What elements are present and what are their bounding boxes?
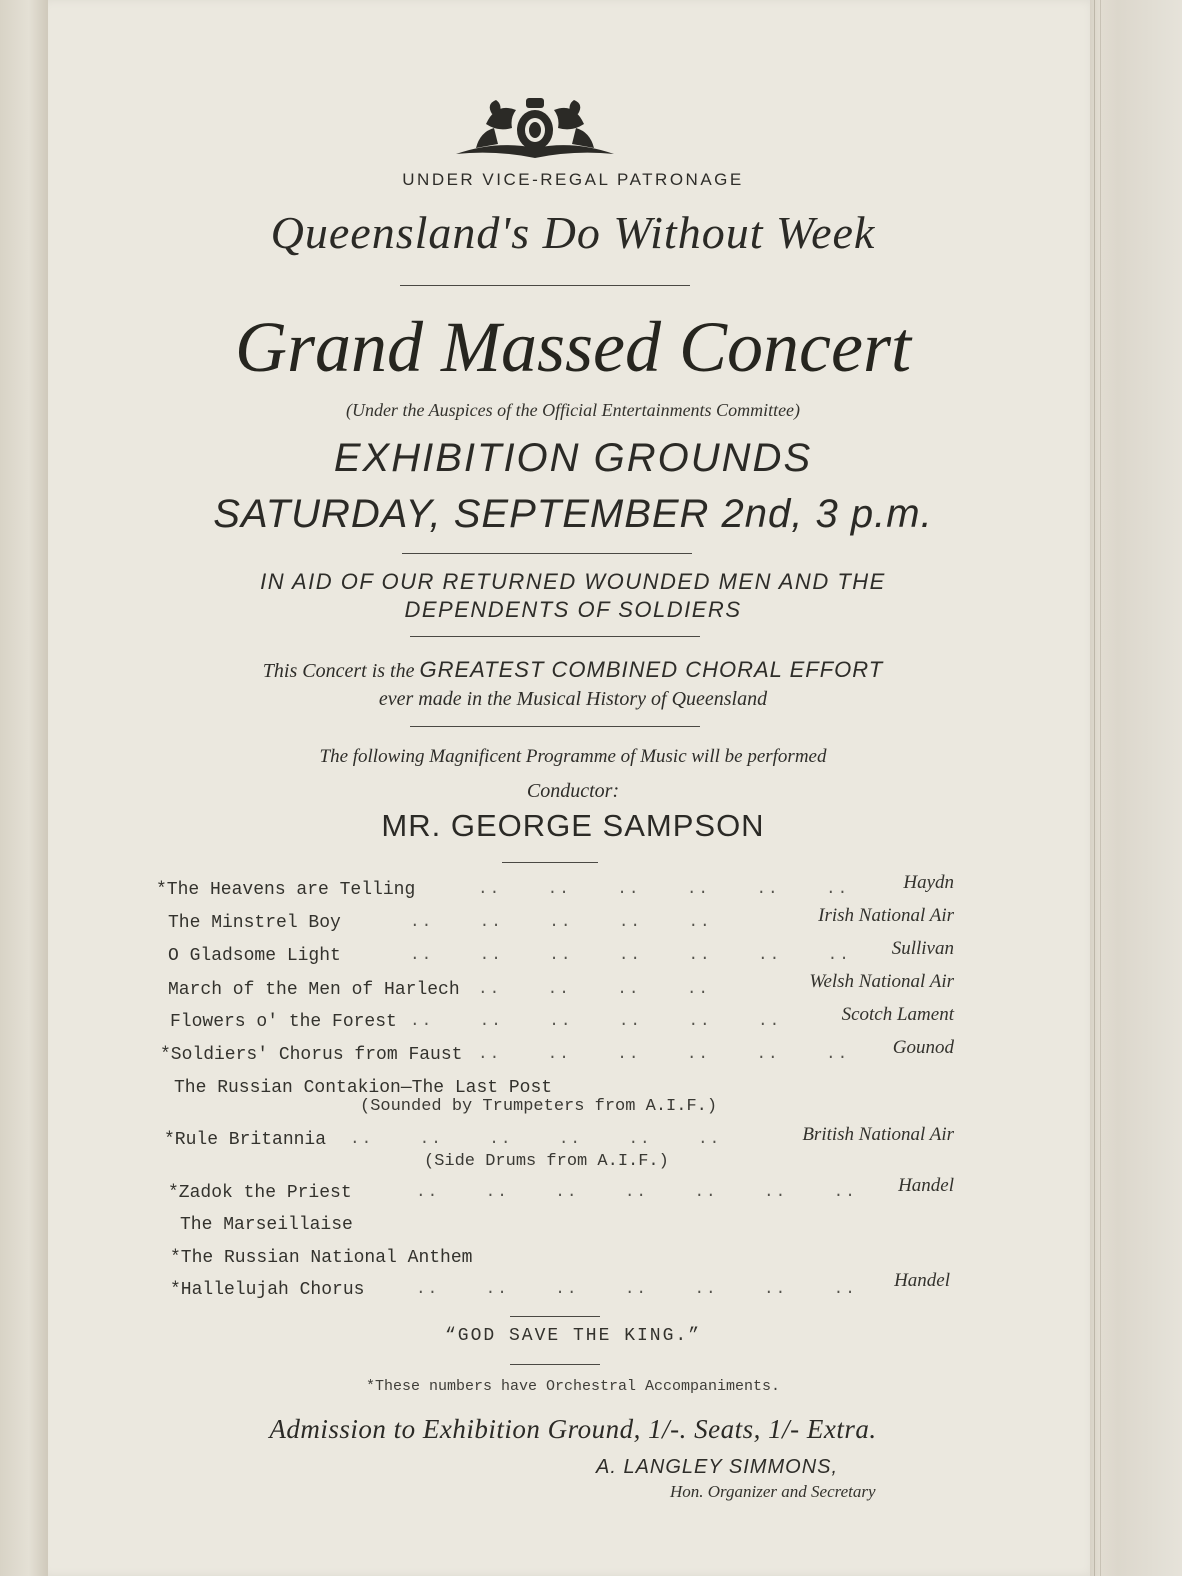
leader-dots: .. .. .. .. .. .. — [478, 880, 850, 898]
venue: EXHIBITION GROUNDS — [333, 436, 813, 480]
signatory-name: A. LANGLEY SIMMONS, — [596, 1456, 839, 1478]
programme-item-title: *The Russian National Anthem — [170, 1248, 473, 1268]
programme-item-title: O Gladsome Light — [168, 946, 341, 966]
programme-intro: The following Magnificent Programme of Music will be performed — [319, 746, 827, 767]
programme-item-title: Flowers o' the Forest — [170, 1012, 397, 1032]
divider — [400, 285, 690, 286]
coat-of-arms-icon — [446, 94, 624, 164]
left-page-edge — [0, 0, 48, 1576]
leader-dots: .. .. .. .. .. — [410, 913, 712, 931]
right-page-stack — [1090, 0, 1182, 1576]
programme-item-composer: Handel — [894, 1270, 950, 1291]
programme-item-composer: Irish National Air — [818, 905, 954, 926]
divider — [410, 636, 700, 637]
programme-item-composer: Sullivan — [891, 938, 954, 959]
event-week-title: Queensland's Do Without Week — [270, 207, 876, 258]
anthem-line: “GOD SAVE THE KING.” — [444, 1326, 702, 1346]
programme-item-note: (Side Drums from A.I.F.) — [424, 1152, 669, 1171]
leader-dots: .. .. .. .. .. .. .. — [416, 1183, 857, 1201]
concert-title: Grand Massed Concert — [235, 307, 911, 387]
effort-line-2: ever made in the Musical History of Queensland — [378, 688, 768, 710]
divider — [402, 553, 692, 554]
divider — [502, 862, 598, 863]
programme-item-composer: Handel — [898, 1175, 954, 1196]
programme-item-title: *Rule Britannia — [164, 1130, 327, 1150]
auspices-line: (Under the Auspices of the Official Entertainments Committee) — [345, 400, 801, 420]
conductor-label: Conductor: — [526, 780, 620, 802]
programme-item-composer: Welsh National Air — [809, 971, 954, 992]
leader-dots: .. .. .. .. .. .. — [350, 1130, 722, 1148]
effort-line-1 — [48, 656, 1098, 685]
programme-item-composer: Scotch Lament — [841, 1004, 954, 1025]
divider — [510, 1364, 600, 1365]
leader-dots: .. .. .. .. — [478, 980, 711, 998]
leader-dots: .. .. .. .. .. .. — [410, 1012, 782, 1030]
cause-line-1: IN AID OF OUR RETURNED WOUNDED MEN AND THE — [260, 569, 886, 594]
cause-line-2: DEPENDENTS OF SOLDIERS — [404, 597, 742, 622]
leader-dots: .. .. .. .. .. .. .. — [416, 1280, 857, 1298]
programme-item-title: The Russian Contakion—The Last Post — [174, 1078, 553, 1098]
patronage-line: UNDER VICE-REGAL PATRONAGE — [402, 170, 744, 189]
programme-item-title: *The Heavens are Telling — [156, 880, 416, 900]
leader-dots: .. .. .. .. .. .. .. — [410, 946, 851, 964]
programme-item-title: *Soldiers' Chorus from Faust — [160, 1045, 463, 1065]
programme-item-title: March of the Men of Harlech — [168, 980, 460, 1000]
programme-item-composer: Gounod — [892, 1037, 954, 1058]
effort-text — [48, 656, 1098, 713]
programme-item-note: (Sounded by Trumpeters from A.I.F.) — [360, 1097, 718, 1116]
programme-item-composer: British National Air — [802, 1124, 954, 1145]
conductor-name: MR. GEORGE SAMPSON — [381, 808, 765, 843]
date-time: SATURDAY, SEPTEMBER 2nd, 3 p.m. — [213, 492, 933, 536]
effort-pre: This Concert is the — [262, 660, 415, 682]
programme-item-title: *Hallelujah Chorus — [170, 1280, 365, 1300]
footnote: *These numbers have Orchestral Accompaniments. — [365, 1378, 781, 1395]
divider — [510, 1316, 600, 1317]
programme-item-title: The Marseillaise — [180, 1215, 353, 1235]
admission-line: Admission to Exhibition Ground, 1/-. Seats, 1/- Extra. — [269, 1414, 877, 1444]
programme-item-title: The Minstrel Boy — [168, 913, 341, 933]
cause-text — [48, 568, 1098, 624]
divider — [410, 726, 700, 727]
effort-highlight: GREATEST COMBINED CHORAL EFFORT — [419, 657, 884, 682]
leader-dots: .. .. .. .. .. .. — [478, 1045, 850, 1063]
programme-item-composer: Haydn — [903, 872, 954, 893]
programme-item-title: *Zadok the Priest — [168, 1183, 352, 1203]
signatory-title: Hon. Organizer and Secretary — [670, 1482, 876, 1501]
